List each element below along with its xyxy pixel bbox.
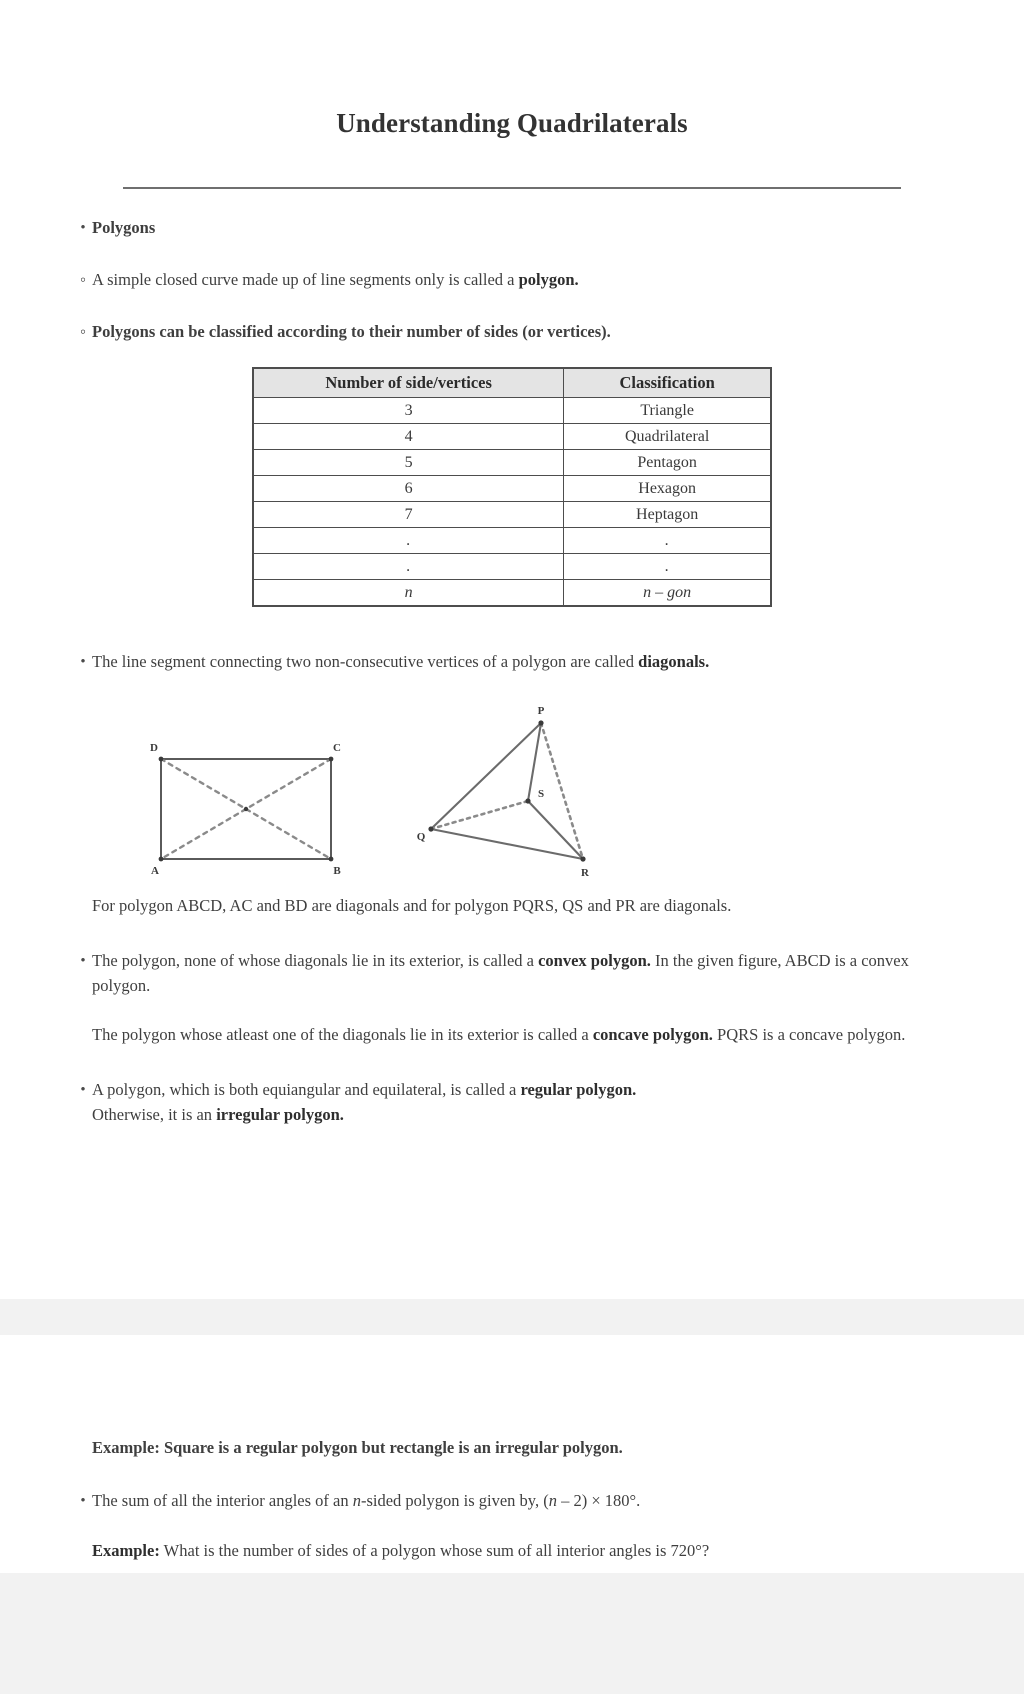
cell-classification: n – gon	[564, 580, 771, 607]
abcd-label-a: A	[151, 865, 159, 877]
cell-classification: Quadrilateral	[564, 424, 771, 450]
sheet-separator	[0, 1299, 1024, 1335]
table-row	[253, 580, 771, 607]
abcd-vertex-a-dot	[159, 857, 164, 862]
cell-classification: Heptagon	[564, 502, 771, 528]
regular-text	[92, 1077, 712, 1127]
simple-curve-text	[92, 267, 966, 292]
cell-sides: 3	[253, 398, 564, 424]
pqrs-label-q: Q	[416, 831, 426, 843]
table-row	[253, 398, 771, 424]
cell-sides: 5	[253, 450, 564, 476]
pqrs-label-s: S	[537, 788, 545, 800]
convex-bold-term: convex polygon.	[538, 951, 651, 970]
abcd-vertex-c-dot	[329, 757, 334, 762]
polygon-pqrs-concave-figure	[413, 701, 663, 881]
list-item-simple-curve	[58, 267, 966, 293]
pqrs-diagonal-pr	[541, 723, 583, 859]
table-row	[253, 554, 771, 580]
irregular-bold-term: irregular polygon.	[216, 1105, 344, 1124]
abcd-vertex-b-dot	[329, 857, 334, 862]
title-divider	[123, 187, 901, 189]
list-item-polygons-heading	[58, 215, 966, 241]
cell-sides: .	[253, 528, 564, 554]
pqrs-vertex-s-dot	[525, 798, 530, 803]
example-question-paragraph	[58, 1538, 966, 1563]
table-row	[253, 476, 771, 502]
cell-classification: .	[564, 528, 771, 554]
list-item-diagonals	[58, 649, 966, 675]
interior-sum-part1: The sum of all the interior angles of an	[92, 1491, 353, 1510]
polygon-table-container	[58, 367, 966, 607]
concave-bold-term: concave polygon.	[592, 1025, 713, 1044]
figures-caption: For polygon ABCD, AC and BD are diagonals and for polygon PQRS, QS and PR are diagonals.	[92, 896, 732, 915]
bullet-disc-icon-3	[58, 649, 92, 675]
example-question-label: Example:	[92, 1541, 160, 1560]
abcd-label-d: D	[150, 742, 158, 754]
example-question-text: What is the number of sides of a polygon whose sum of all interior angles is 720°?	[159, 1541, 710, 1560]
pqrs-vertex-q-dot	[428, 826, 433, 831]
bullet-circle-icon	[58, 267, 92, 293]
abcd-diagonal-intersection-dot	[244, 807, 248, 811]
example-regular-polygon: Example: Square is a regular polygon but rectangle is an irregular polygon.	[92, 1438, 623, 1457]
convex-text-part1: The polygon, none of whose diagonals lie in its exterior, is called a	[92, 951, 539, 970]
interior-sum-part2: -sided polygon is given by, (	[360, 1491, 549, 1510]
pqrs-label-r: R	[581, 867, 589, 879]
cell-sides: n	[253, 580, 564, 607]
abcd-label-c: C	[333, 742, 341, 754]
list-item-convex	[58, 948, 966, 998]
list-item-classification	[58, 319, 966, 345]
regular-text-part2: Otherwise, it is an	[92, 1105, 217, 1124]
interior-angles-list	[58, 1488, 966, 1514]
polygons-heading-label: Polygons	[92, 218, 156, 237]
pqrs-vertex-p-dot	[538, 720, 543, 725]
concave-text-part1: The polygon whose atleast one of the diagonals lie in its exterior is called a	[92, 1025, 593, 1044]
table-head	[253, 368, 771, 398]
cell-sides: 7	[253, 502, 564, 528]
cell-classification: .	[564, 554, 771, 580]
bullet-disc-icon-4	[58, 948, 92, 974]
interior-sum-italic-n: n	[352, 1491, 361, 1510]
list-item-interior-sum	[58, 1488, 966, 1514]
bullet-circle-icon-2	[58, 319, 92, 345]
bullet-disc-icon	[58, 215, 92, 241]
concave-paragraph	[58, 1022, 966, 1047]
pqrs-vertex-r-dot	[580, 856, 585, 861]
table-row	[253, 528, 771, 554]
cell-classification: Hexagon	[564, 476, 771, 502]
content-list	[58, 215, 966, 345]
convex-text-part2: In the given figure, ABCD is a convex polygon.	[92, 951, 909, 995]
diagonals-bold-term: diagonals.	[638, 652, 710, 671]
simple-curve-bold-term: polygon.	[518, 270, 579, 289]
simple-curve-text-lead: A simple closed curve made up of line segments only is called a	[92, 270, 519, 289]
table-header-classification: Classification	[564, 368, 771, 398]
diagonals-text-lead: The line segment connecting two non-consecutive vertices of a polygon are called	[92, 652, 639, 671]
convex-text	[92, 948, 966, 998]
bullet-disc-icon-5	[58, 1077, 92, 1103]
interior-sum-text	[92, 1488, 966, 1513]
classification-text: Polygons can be classified according to their number of sides (or vertices).	[92, 322, 611, 341]
cell-classification: Triangle	[564, 398, 771, 424]
table-row	[253, 450, 771, 476]
sheet1-bottom-spacer	[58, 1127, 966, 1247]
bullet-disc-icon-6	[58, 1488, 92, 1514]
interior-sum-italic-n2: n	[548, 1491, 557, 1510]
regular-bold-term: regular polygon.	[520, 1080, 637, 1099]
pqrs-label-p: P	[537, 705, 545, 717]
cell-sides: .	[253, 554, 564, 580]
table-row	[253, 424, 771, 450]
cell-sides: 4	[253, 424, 564, 450]
regular-text-part1: A polygon, which is both equiangular and equilateral, is called a	[92, 1080, 521, 1099]
cell-classification: Pentagon	[564, 450, 771, 476]
diagonals-text	[92, 649, 732, 674]
table-body	[253, 398, 771, 607]
abcd-vertex-d-dot	[159, 757, 164, 762]
abcd-label-b: B	[333, 865, 341, 877]
interior-sum-part3: – 2) × 180°.	[556, 1491, 641, 1510]
table-header-row	[253, 368, 771, 398]
polygon-classification-table	[252, 367, 772, 607]
convex-list	[58, 948, 966, 998]
table-row	[253, 502, 771, 528]
cell-sides: 6	[253, 476, 564, 502]
table-header-sides: Number of side/vertices	[253, 368, 564, 398]
document-sheet-2	[0, 1335, 1024, 1573]
diagonals-list	[58, 649, 966, 675]
regular-list	[58, 1077, 966, 1127]
polygon-abcd-convex-figure	[136, 729, 366, 879]
list-item-regular	[58, 1077, 966, 1127]
concave-text-part2: PQRS is a concave polygon.	[712, 1025, 906, 1044]
figures-row	[58, 701, 966, 891]
page-title: Understanding Quadrilaterals	[336, 108, 688, 138]
pqrs-outline	[431, 723, 583, 859]
